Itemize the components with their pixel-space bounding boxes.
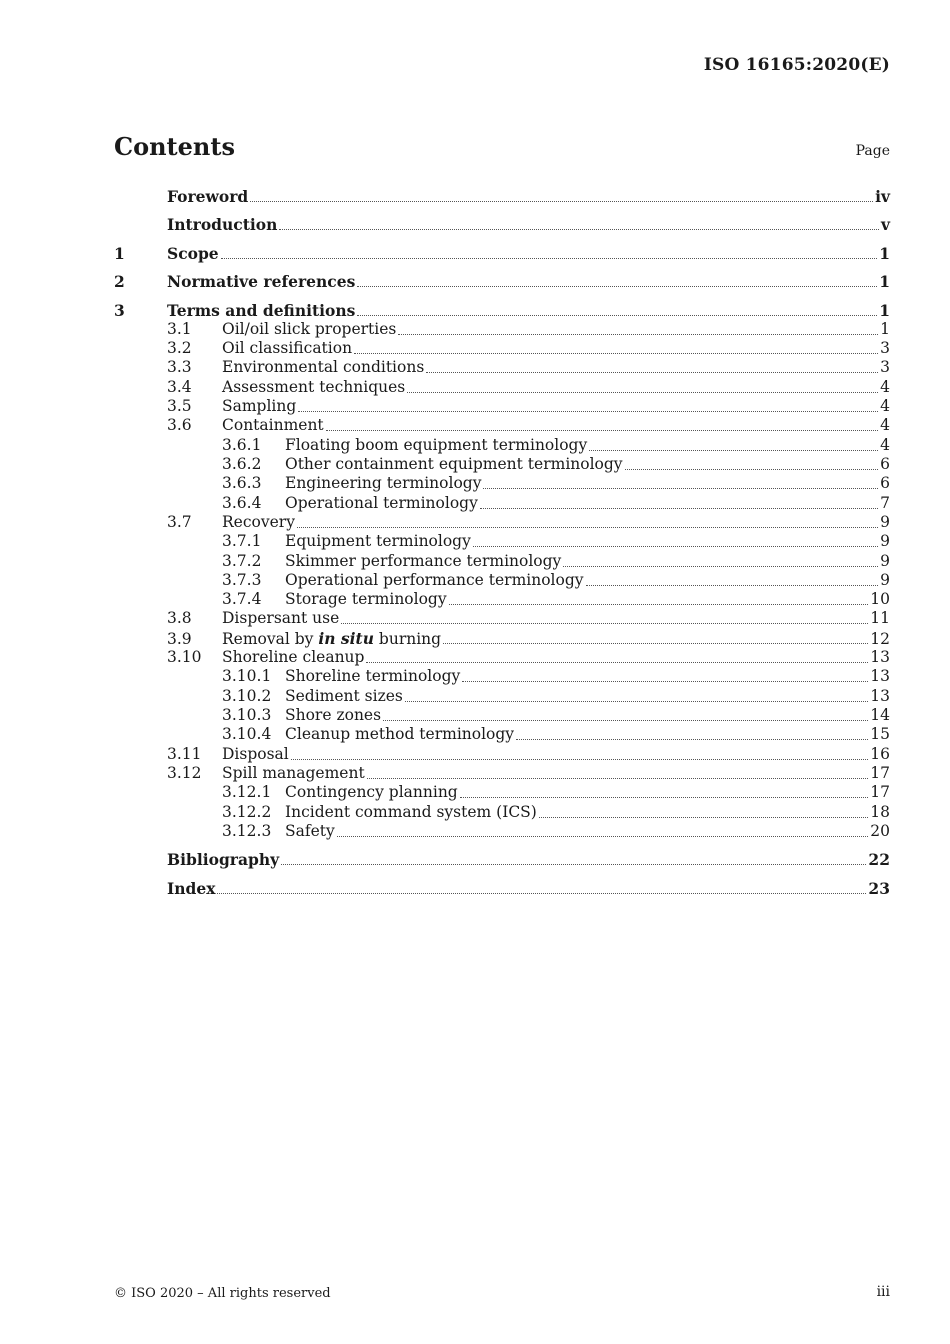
toc-entry-title-text: Oil/oil slick properties [222,320,397,338]
toc-entry-title [222,397,296,415]
toc-entry-title [222,339,352,357]
toc-entry[interactable] [114,879,890,898]
toc-leader-dots [357,315,877,316]
toc-entry-number: 3.12.3 [222,822,272,840]
toc-entry-number: 3.4 [167,378,192,396]
toc-entry-number: 3.8 [167,609,192,627]
toc-entry-title-text: Shore zones [285,706,382,724]
toc-leader-dots [297,527,878,528]
toc-entry-title [285,455,623,473]
toc-entry-number: 3.12.2 [222,803,272,821]
toc-entry-title-text: Removal by [222,630,319,648]
toc-entry-title-text: Containment [222,416,324,434]
standard-id: ISO 16165:2020(E) [703,55,890,75]
page-column-label: Page [855,143,890,159]
toc-leader-dots [366,662,868,663]
toc-entry-title-text: Engineering terminology [285,474,482,492]
toc-leader-dots [250,201,873,202]
toc-entry-page: 20 [870,822,890,840]
toc-leader-dots [483,488,878,489]
toc-entry-title-text: Shoreline cleanup [222,648,365,666]
toc-entry-title-text: Skimmer performance terminology [285,552,562,570]
toc-entry[interactable] [114,725,890,744]
toc-leader-dots [589,450,878,451]
toc-entry-title [285,822,335,840]
toc-entry-page: 16 [870,745,890,763]
toc-entry-title [167,850,279,869]
toc-leader-dots [539,817,868,818]
toc-entry-number: 3 [114,301,125,320]
toc-entry-title [285,494,478,512]
toc-entry-number: 3.7 [167,513,192,531]
toc-entry-title [167,301,355,320]
toc-entry-title-text: Environmental conditions [222,358,425,376]
toc-entry-title [222,629,441,648]
toc-entry-page: 4 [880,416,890,434]
toc-entry-title-text: Normative references [167,272,356,291]
toc-entry-title [167,272,355,291]
toc-entry-number: 3.2 [167,339,192,357]
toc-entry[interactable] [114,687,890,706]
toc-entry-title [285,436,587,454]
toc-leader-dots [449,604,869,605]
toc-entry-page: 9 [880,552,890,570]
toc-entry-title [167,879,215,898]
toc-entry-title [222,416,324,434]
toc-entry-page: 4 [880,397,890,415]
toc-entry-title-text: Safety [285,822,335,840]
toc-entry-page: 1 [880,320,890,338]
toc-entry[interactable] [114,244,890,263]
toc-entry-title-text: Spill management [222,764,365,782]
toc-entry-title-text: Sediment sizes [285,687,403,705]
toc-entry-title [285,474,481,492]
toc-entry-title-text: Foreword [167,187,249,206]
toc-entry-title-text: Sampling [222,397,297,415]
toc-leader-dots [367,778,869,779]
toc-entry-page: 14 [870,706,890,724]
toc-entry[interactable] [114,474,890,493]
toc-entry-number: 2 [114,272,125,291]
toc-entry-page: 12 [870,630,890,648]
toc-leader-dots [563,566,878,567]
toc-entry-title [167,244,219,263]
toc-entry-title-text: Disposal [222,745,289,763]
toc-entry-title [222,745,289,763]
toc-entry-title [222,358,424,376]
toc-entry-title [222,320,396,338]
toc-entry[interactable] [114,494,890,513]
toc-entry-title-text: Equipment terminology [285,532,471,550]
toc-entry[interactable] [114,803,890,822]
toc-entry[interactable] [114,706,890,725]
toc-entry-page: 6 [880,455,890,473]
toc-entry-title [285,532,471,550]
toc-entry-number: 3.12.1 [222,783,272,801]
toc-entry-number: 3.11 [167,745,202,763]
toc-leader-dots [341,623,868,624]
toc-entry-title-text: Introduction [167,215,278,234]
toc-leader-dots [407,392,878,393]
toc-entry-page: 3 [880,358,890,376]
toc-entry-title-emphasis: in situ [318,629,374,648]
toc-entry-page: 9 [880,532,890,550]
toc-entry-page: iv [875,187,890,206]
toc-leader-dots [354,353,878,354]
toc-leader-dots [480,508,878,509]
toc-entry-title-text: Cleanup method terminology [285,725,515,743]
toc-entry-page: 1 [879,244,890,263]
toc-entry-page: 6 [880,474,890,492]
toc-entry[interactable] [114,850,890,869]
toc-entry-title-suffix: burning [373,630,442,648]
toc-entry-title-text: Assessment techniques [222,378,406,396]
toc-entry-number: 3.10.2 [222,687,272,705]
toc-entry[interactable] [114,513,890,532]
toc-entry-page: 13 [870,667,890,685]
toc-entry-page: v [880,215,890,234]
toc-entry-page: 1 [879,272,890,291]
toc-entry-page: 18 [870,803,890,821]
toc-entry-title-text: Storage terminology [285,590,447,608]
footer-copyright: © ISO 2020 – All rights reserved [114,1286,331,1301]
toc-entry-page: 15 [870,725,890,743]
toc-entry[interactable] [114,590,890,609]
toc-entry[interactable] [114,648,890,667]
toc-entry-title [222,648,364,666]
toc-entry-title-text: Operational performance terminology [285,571,584,589]
toc-leader-dots [383,720,868,721]
toc-entry-page: 9 [880,513,890,531]
toc-entry-title-text: Shoreline terminology [285,667,461,685]
toc-entry-title [285,725,514,743]
toc-leader-dots [221,258,878,259]
toc-entry-number: 3.10.3 [222,706,272,724]
toc-entry-title [285,803,537,821]
toc-entry[interactable] [114,783,890,802]
toc-title: Contents [114,132,235,161]
toc-entry[interactable] [114,378,890,397]
toc-entry-number: 3.10.1 [222,667,272,685]
toc-entry-title-text: Terms and definitions [167,301,356,320]
toc-entry[interactable] [114,397,890,416]
toc-entry-title [222,378,405,396]
toc-entry-number: 3.6.2 [222,455,262,473]
toc-leader-dots [291,759,869,760]
toc-entry[interactable] [114,667,890,686]
toc-leader-dots [405,701,868,702]
toc-entry[interactable] [114,609,890,628]
toc-leader-dots [516,739,868,740]
toc-entry-title-text: Index [167,879,216,898]
toc-entry-number: 3.10 [167,648,202,666]
toc-entry-page: 3 [880,339,890,357]
toc-entry[interactable] [114,822,890,841]
toc-leader-dots [460,797,869,798]
toc-entry-title-text: Floating boom equipment terminology [285,436,588,454]
toc-entry-page: 7 [880,494,890,512]
toc-entry-number: 3.1 [167,320,192,338]
toc-leader-dots [279,229,879,230]
toc-entry-page: 1 [879,301,890,320]
toc-entry-title-text: Operational terminology [285,494,478,512]
toc-entry-title [167,215,277,234]
toc-leader-dots [398,334,878,335]
toc-entry-title-text: Contingency planning [285,783,458,801]
toc-entry-page: 13 [870,648,890,666]
toc-leader-dots [625,469,879,470]
toc-entry[interactable] [114,272,890,291]
toc-entry[interactable] [114,339,890,358]
toc-leader-dots [357,286,877,287]
toc-entry[interactable] [114,571,890,590]
toc-entry-title [222,513,295,531]
toc-leader-dots [586,585,879,586]
toc-entry-number: 3.7.3 [222,571,262,589]
toc-entry[interactable] [114,320,890,339]
toc-entry[interactable] [114,532,890,551]
toc-entry-title [285,667,460,685]
toc-entry-number: 3.7.2 [222,552,262,570]
footer-page-number: iii [876,1284,890,1300]
toc-entry-number: 1 [114,244,125,263]
toc-leader-dots [337,836,869,837]
toc-entry-page: 23 [868,879,890,898]
toc-entry[interactable] [114,629,890,648]
toc-entry-page: 4 [880,378,890,396]
toc-entry-title-text: Other containment equipment terminology [285,455,623,473]
toc-entry-title [285,783,458,801]
toc-leader-dots [281,864,866,865]
toc-entry-page: 17 [870,764,890,782]
toc-entry-number: 3.6.4 [222,494,262,512]
toc-entry[interactable] [114,301,890,320]
toc-entry-number: 3.9 [167,630,192,648]
toc-entry[interactable] [114,215,890,234]
toc-entry-number: 3.6.3 [222,474,262,492]
toc-entry[interactable] [114,187,890,206]
toc-leader-dots [473,546,878,547]
toc-leader-dots [298,411,878,412]
toc-entry-title [167,187,248,206]
toc-entry[interactable] [114,416,890,435]
toc-entry-title [285,706,381,724]
toc-entry-page: 9 [880,571,890,589]
toc-entry-title [222,764,365,782]
toc-entry-title [222,609,339,627]
toc-entry[interactable] [114,455,890,474]
toc-entry-page: 10 [870,590,890,608]
toc-entry-title-text: Oil classification [222,339,353,357]
toc-leader-dots [426,372,878,373]
toc-entry-title [285,552,561,570]
toc-entry-title-text: Scope [167,244,219,263]
toc-entry-page: 4 [880,436,890,454]
toc-entry[interactable] [114,552,890,571]
toc-entry-number: 3.10.4 [222,725,272,743]
toc-entry-title-text: Incident command system (ICS) [285,803,537,821]
toc-entry-title [285,571,584,589]
toc-entry-page: 13 [870,687,890,705]
toc-entry-number: 3.5 [167,397,192,415]
toc-leader-dots [462,681,868,682]
toc-leader-dots [443,643,868,644]
toc-leader-dots [217,893,866,894]
toc-entry[interactable] [114,764,890,783]
toc-entry-title-text: Dispersant use [222,609,340,627]
toc-entry[interactable] [114,745,890,764]
toc-entry-title-text: Recovery [222,513,295,531]
toc-entry[interactable] [114,358,890,377]
toc-entry-number: 3.12 [167,764,202,782]
toc-entry-page: 17 [870,783,890,801]
toc-entry-number: 3.3 [167,358,192,376]
toc-entry-number: 3.6.1 [222,436,262,454]
toc-entry-number: 3.7.4 [222,590,262,608]
toc-entry-page: 22 [868,850,890,869]
toc-entry-number: 3.6 [167,416,192,434]
toc-entry-title-text: Bibliography [167,850,280,869]
toc-entry[interactable] [114,436,890,455]
toc-entry-number: 3.7.1 [222,532,262,550]
toc-entry-title [285,687,403,705]
toc-leader-dots [326,430,878,431]
toc-entry-page: 11 [870,609,890,627]
toc-entry-title [285,590,447,608]
